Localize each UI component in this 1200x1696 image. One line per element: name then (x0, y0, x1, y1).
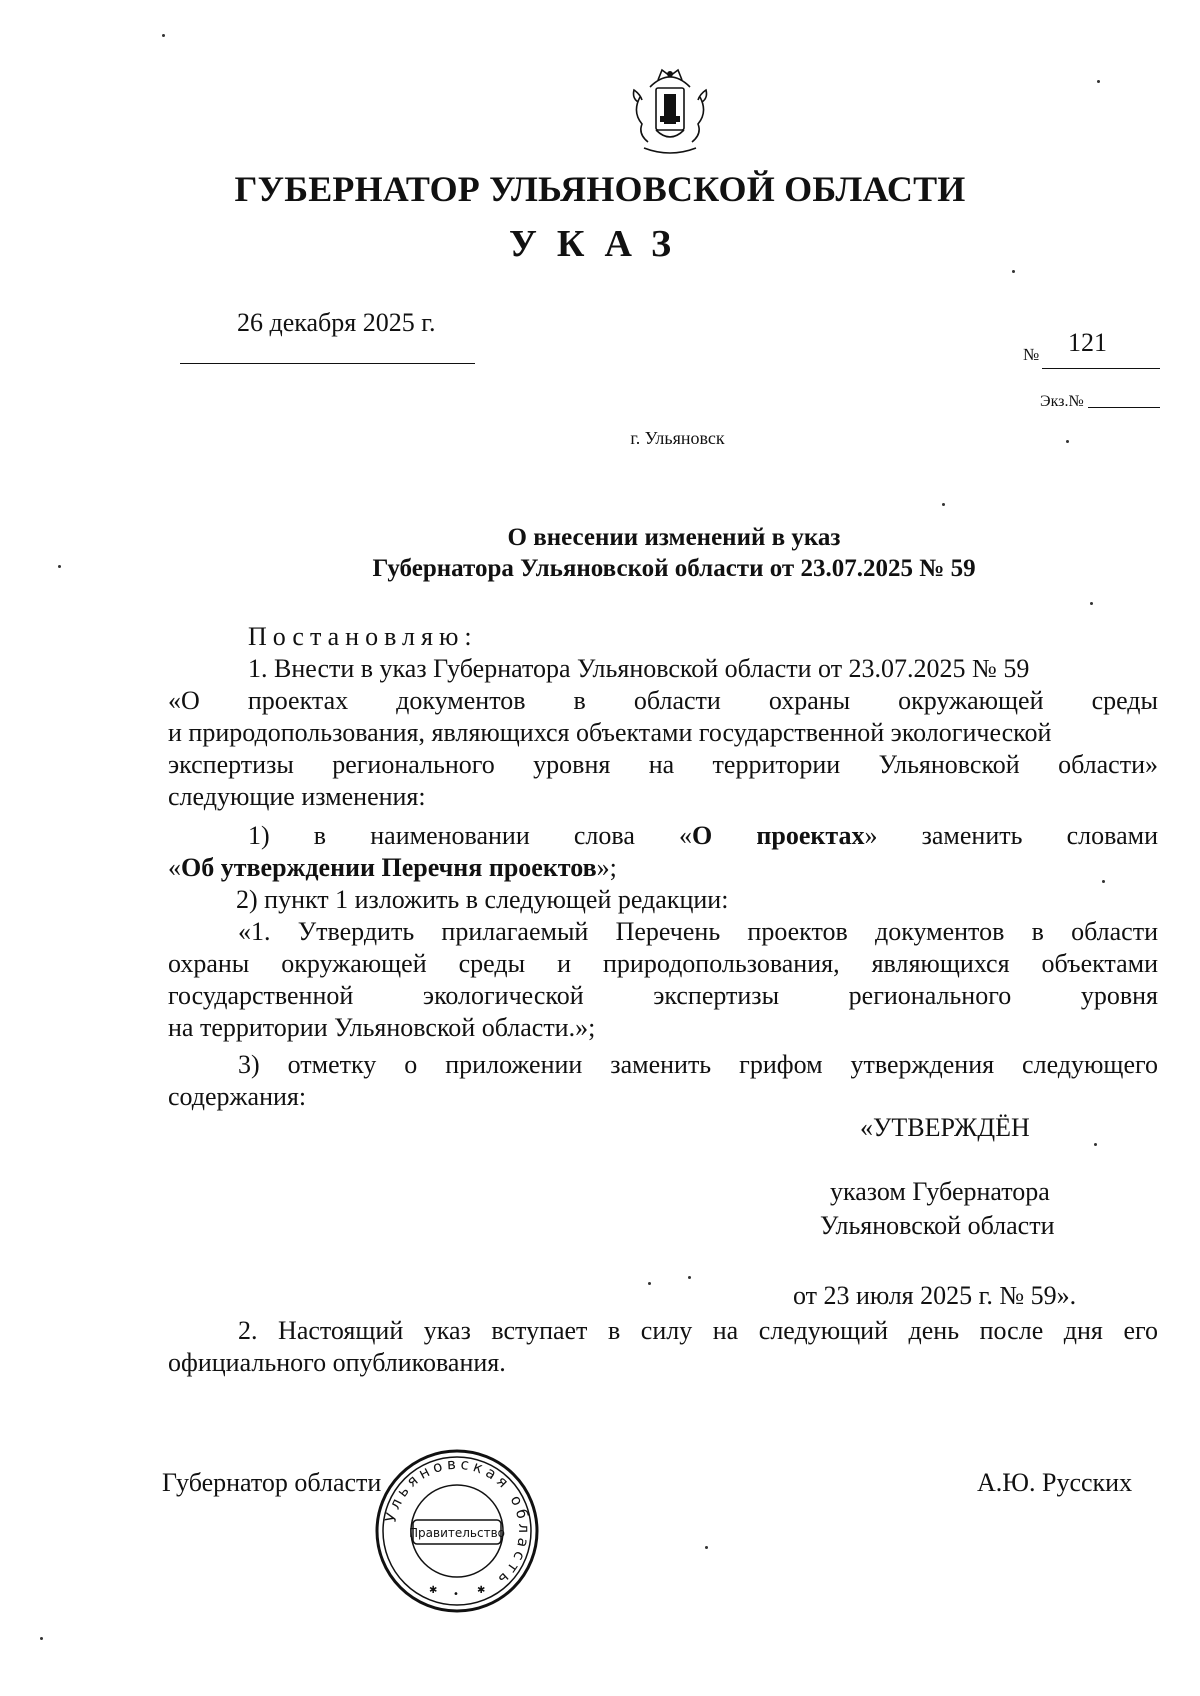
quote-line-2: охраны окружающей среды и природопользования, являющихся объектами (168, 949, 1158, 978)
approval-heading: «УТВЕРЖДЁН (860, 1113, 1030, 1142)
scan-speck (1090, 602, 1093, 605)
signatory-name: А.Ю. Русских (977, 1468, 1133, 1497)
item-1-bold-new: Об утверждении Перечня проектов (181, 853, 597, 882)
scan-speck (1012, 270, 1015, 273)
city: г. Ульяновск (630, 428, 725, 448)
svg-text:Ульяновская область: Ульяновская область (381, 1454, 534, 1591)
resolve-heading: Постановляю: (248, 622, 478, 651)
approval-date: от 23 июля 2025 г. № 59». (793, 1281, 1077, 1310)
scan-speck (705, 1546, 708, 1549)
scan-speck (1097, 80, 1100, 83)
title-line-2: Губернатора Ульяновской области от 23.07.2025 № 59 (372, 555, 976, 582)
paragraph-2-line-2: официального опубликования. (168, 1348, 506, 1377)
item-2: 2) пункт 1 изложить в следующей редакции: (236, 885, 729, 914)
document-number: 121 (1068, 328, 1107, 357)
svg-text:✱: ✱ (477, 1585, 486, 1596)
number-underline (1042, 368, 1160, 369)
copy-number-label: Экз.№ (1040, 393, 1084, 410)
title-line-1: О внесении изменений в указ (507, 524, 841, 551)
paragraph-1-line-1: 1. Внести в указ Губернатора Ульяновской области от 23.07.2025 № 59 (248, 654, 1030, 683)
scan-speck (1066, 440, 1069, 443)
paragraph-1-line-2: «О проектах документов в области охраны окружающей среды (168, 686, 1158, 715)
copy-number-underline (1088, 407, 1160, 408)
item-1-close: »; (596, 853, 617, 882)
svg-text:•: • (453, 1589, 459, 1600)
scan-speck (40, 1637, 43, 1640)
scan-speck (688, 1276, 691, 1279)
item-1-line-2 (168, 852, 617, 884)
signatory-position: Губернатор области (162, 1468, 382, 1497)
organization-heading: ГУБЕРНАТОР УЛЬЯНОВСКОЙ ОБЛАСТИ (234, 169, 966, 209)
scan-speck (58, 565, 61, 568)
item-3-line-2: содержания: (168, 1082, 307, 1111)
approval-by-decree: указом Губернатора (830, 1177, 1050, 1206)
quote-line-4: на территории Ульяновской области.»; (168, 1013, 596, 1042)
item-1-line-1 (248, 820, 1158, 852)
scan-speck (1094, 1143, 1097, 1146)
paragraph-1-line-4: экспертизы регионального уровня на территории Ульяновской области» (168, 750, 1158, 779)
svg-text:✱: ✱ (429, 1585, 438, 1596)
svg-text:Правительство: Правительство (409, 1526, 505, 1540)
date-underline (180, 363, 475, 364)
item-1-bold-old: О проектах (692, 821, 865, 850)
item-1-prefix: 1) в наименовании слова « (248, 821, 693, 850)
paragraph-1-line-5: следующие изменения: (168, 782, 426, 811)
scan-speck (1102, 880, 1105, 883)
quote-line-1: «1. Утвердить прилагаемый Перечень проектов документов в области (238, 917, 1158, 946)
item-1-open-quote: « (168, 853, 181, 882)
document-type-heading: УКАЗ (509, 223, 691, 265)
scan-speck (162, 34, 165, 37)
scan-speck (942, 503, 945, 506)
paragraph-2-line-1: 2. Настоящий указ вступает в силу на следующий день после дня его (238, 1316, 1158, 1345)
document-title (0, 522, 1200, 584)
approval-region: Ульяновской области (820, 1211, 1055, 1240)
quote-line-3: государственной экологической экспертизы регионального уровня (168, 981, 1158, 1010)
item-1-mid: » заменить словами (864, 821, 1158, 850)
number-label: № (1023, 345, 1040, 364)
document-date: 26 декабря 2025 г. (237, 308, 436, 337)
item-3-line-1: 3) отметку о приложении заменить грифом утверждения следующего (238, 1050, 1158, 1079)
official-seal (373, 1447, 541, 1615)
scan-speck (648, 1282, 651, 1285)
coat-of-arms-emblem (620, 62, 720, 162)
paragraph-1-line-3: и природопользования, являющихся объектами государственной экологической (168, 718, 1052, 747)
